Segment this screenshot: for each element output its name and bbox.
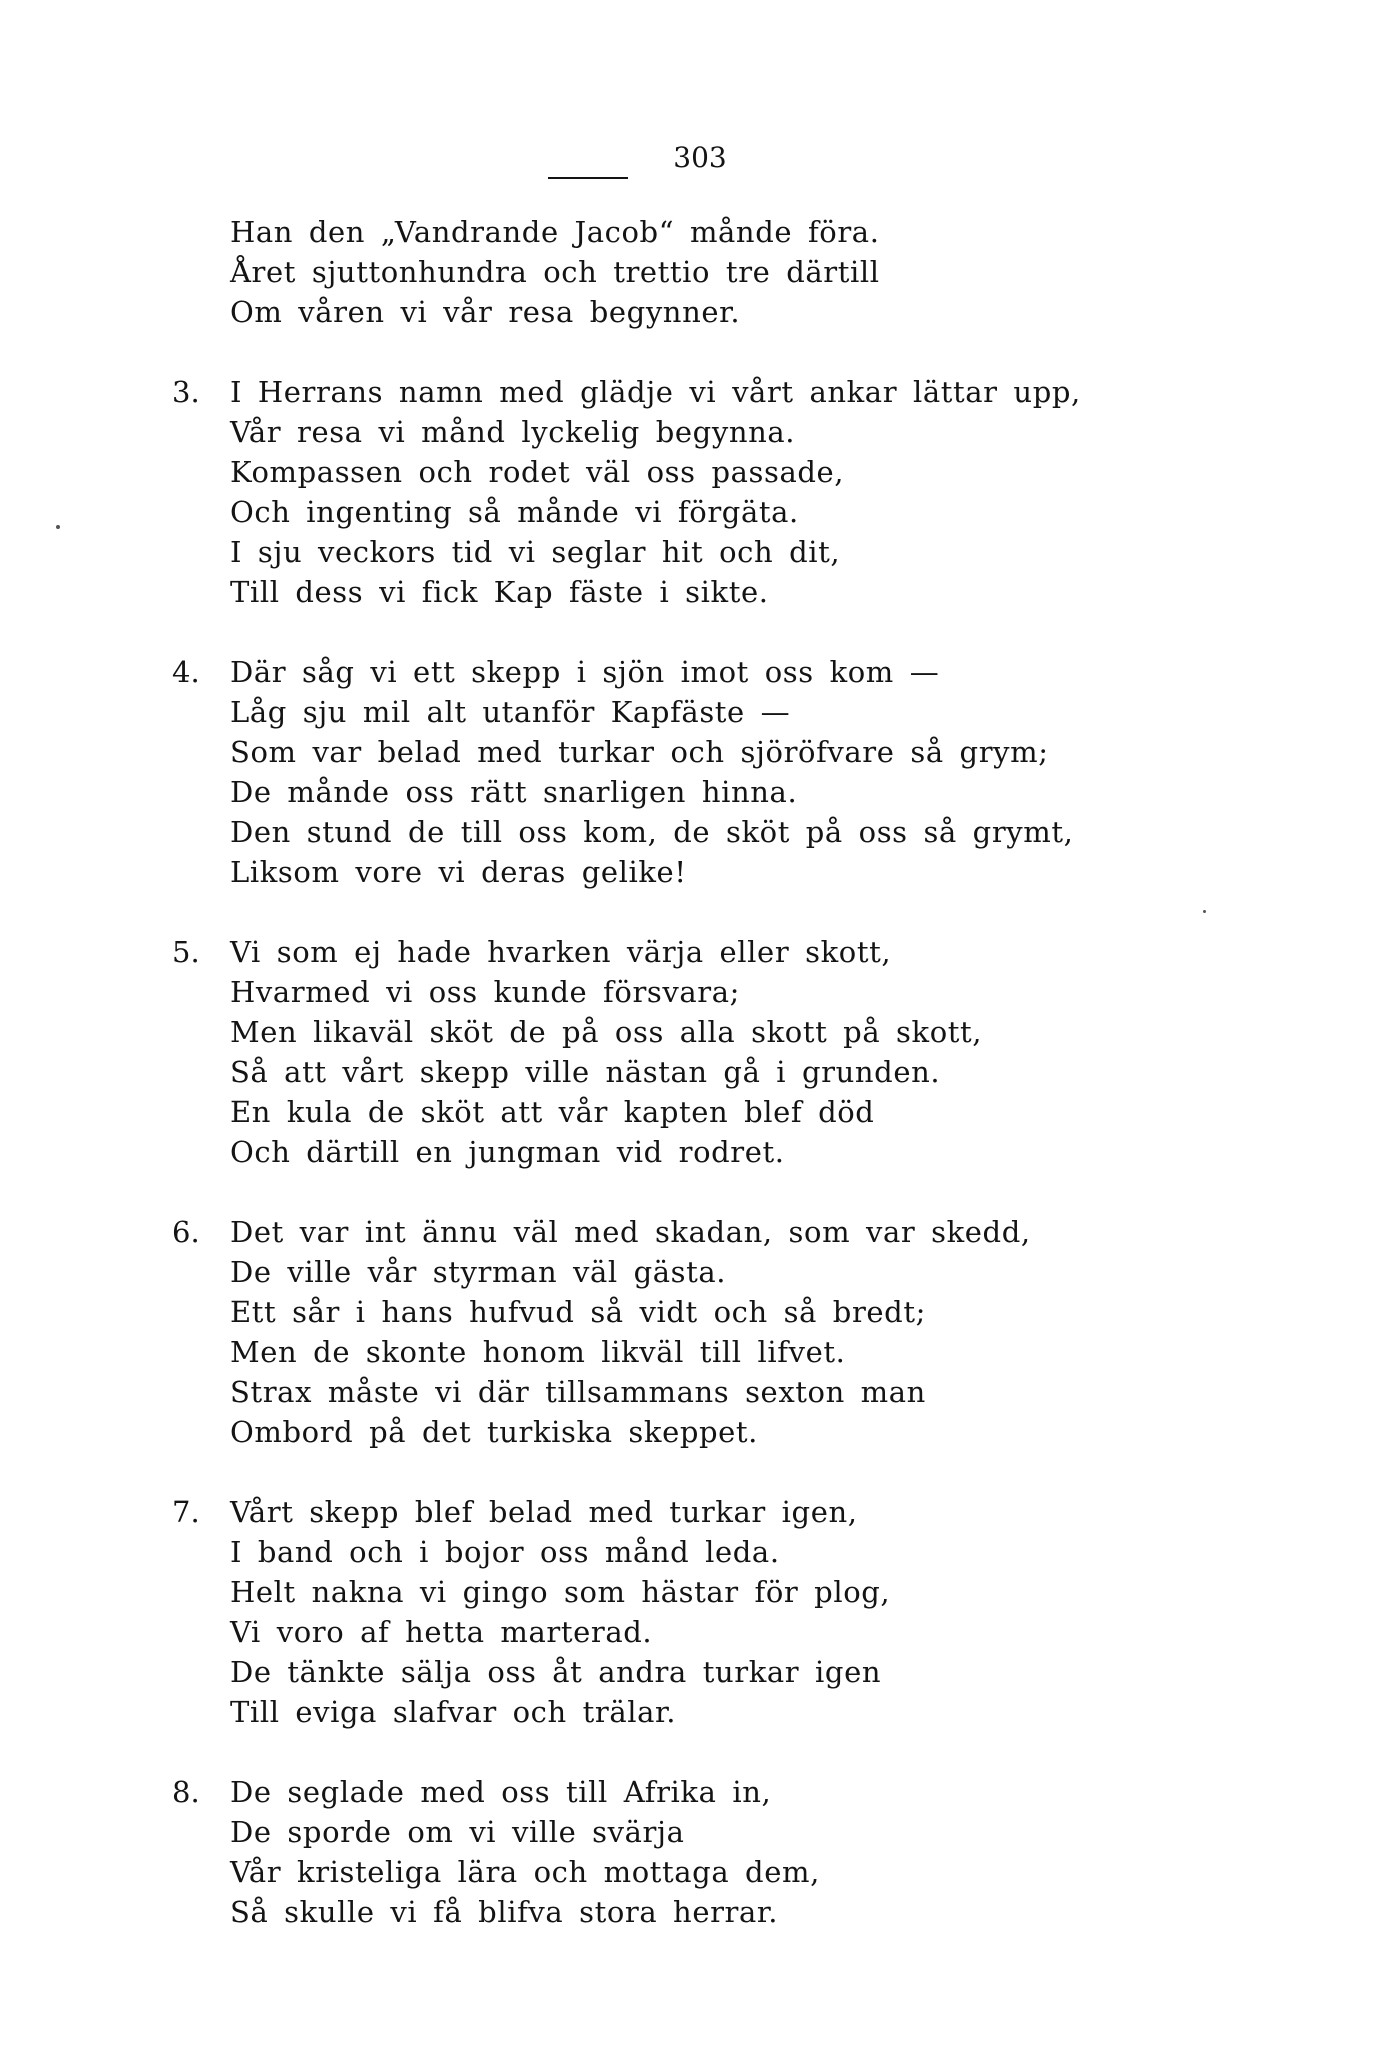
stanza-number: 3. xyxy=(172,375,200,409)
stanza-number: 8. xyxy=(172,1775,200,1809)
verse-line: Hvarmed vi oss kunde försvara; xyxy=(230,975,740,1009)
page-number: 303 xyxy=(673,141,727,174)
verse-line: Där såg vi ett skepp i sjön imot oss kom — xyxy=(230,655,940,689)
verse-line: Det var int ännu väl med skadan, som var skedd, xyxy=(230,1215,1031,1249)
verse-line: Vi som ej hade hvarken värja eller skott, xyxy=(230,935,892,969)
verse-line: Ombord på det turkiska skeppet. xyxy=(230,1415,758,1449)
verse-line: Låg sju mil alt utanför Kapfäste — xyxy=(230,695,791,729)
stanza-number: 4. xyxy=(172,655,200,689)
verse-line: Året sjuttonhundra och trettio tre därtill xyxy=(230,255,880,289)
verse-line: Till dess vi fick Kap fäste i sikte. xyxy=(230,575,769,609)
page-number-rule xyxy=(548,177,628,179)
verse-line: Och ingenting så månde vi förgäta. xyxy=(230,495,799,529)
verse-line: Vårt skepp blef belad med turkar igen, xyxy=(230,1495,858,1529)
verse-line: Den stund de till oss kom, de sköt på oss så grymt, xyxy=(230,815,1074,849)
verse-line: Så skulle vi få blifva stora herrar. xyxy=(230,1895,779,1929)
verse-line: I sju veckors tid vi seglar hit och dit, xyxy=(230,535,841,569)
verse-line: Helt nakna vi gingo som hästar för plog, xyxy=(230,1575,891,1609)
verse-line: I Herrans namn med glädje vi vårt ankar lättar upp, xyxy=(230,375,1081,409)
verse-line: Men likaväl sköt de på oss alla skott på skott, xyxy=(230,1015,983,1049)
verse-line: Liksom vore vi deras gelike! xyxy=(230,855,687,889)
verse-line: Vi voro af hetta marterad. xyxy=(230,1615,653,1649)
verse-line: Vår kristeliga lära och mottaga dem, xyxy=(230,1855,820,1889)
verse-line: Till eviga slafvar och trälar. xyxy=(230,1695,677,1729)
print-speck xyxy=(1203,910,1206,913)
stanza-number: 5. xyxy=(172,935,200,969)
verse-line: I band och i bojor oss månd leda. xyxy=(230,1535,780,1569)
verse-line: De seglade med oss till Afrika in, xyxy=(230,1775,772,1809)
verse-line: De ville vår styrman väl gästa. xyxy=(230,1255,727,1289)
verse-line: Han den „Vandrande Jacob“ månde föra. xyxy=(230,215,880,249)
stanza-number: 7. xyxy=(172,1495,200,1529)
verse-line: De sporde om vi ville svärja xyxy=(230,1815,685,1849)
stanza-number: 6. xyxy=(172,1215,200,1249)
verse-line: En kula de sköt att vår kapten blef död xyxy=(230,1095,875,1129)
verse-line: Så att vårt skepp ville nästan gå i grunden. xyxy=(230,1055,941,1089)
verse-line: Som var belad med turkar och sjöröfvare så grym; xyxy=(230,735,1049,769)
print-speck xyxy=(56,525,60,529)
verse-line: Och därtill en jungman vid rodret. xyxy=(230,1135,785,1169)
verse-line: Om våren vi vår resa begynner. xyxy=(230,295,741,329)
verse-line: Vår resa vi månd lyckelig begynna. xyxy=(230,415,796,449)
verse-line: Ett sår i hans hufvud så vidt och så bredt; xyxy=(230,1295,926,1329)
verse-line: De tänkte sälja oss åt andra turkar igen xyxy=(230,1655,882,1689)
verse-line: Strax måste vi där tillsammans sexton man xyxy=(230,1375,926,1409)
verse-line: De månde oss rätt snarligen hinna. xyxy=(230,775,798,809)
verse-line: Men de skonte honom likväl till lifvet. xyxy=(230,1335,846,1369)
verse-line: Kompassen och rodet väl oss passade, xyxy=(230,455,845,489)
